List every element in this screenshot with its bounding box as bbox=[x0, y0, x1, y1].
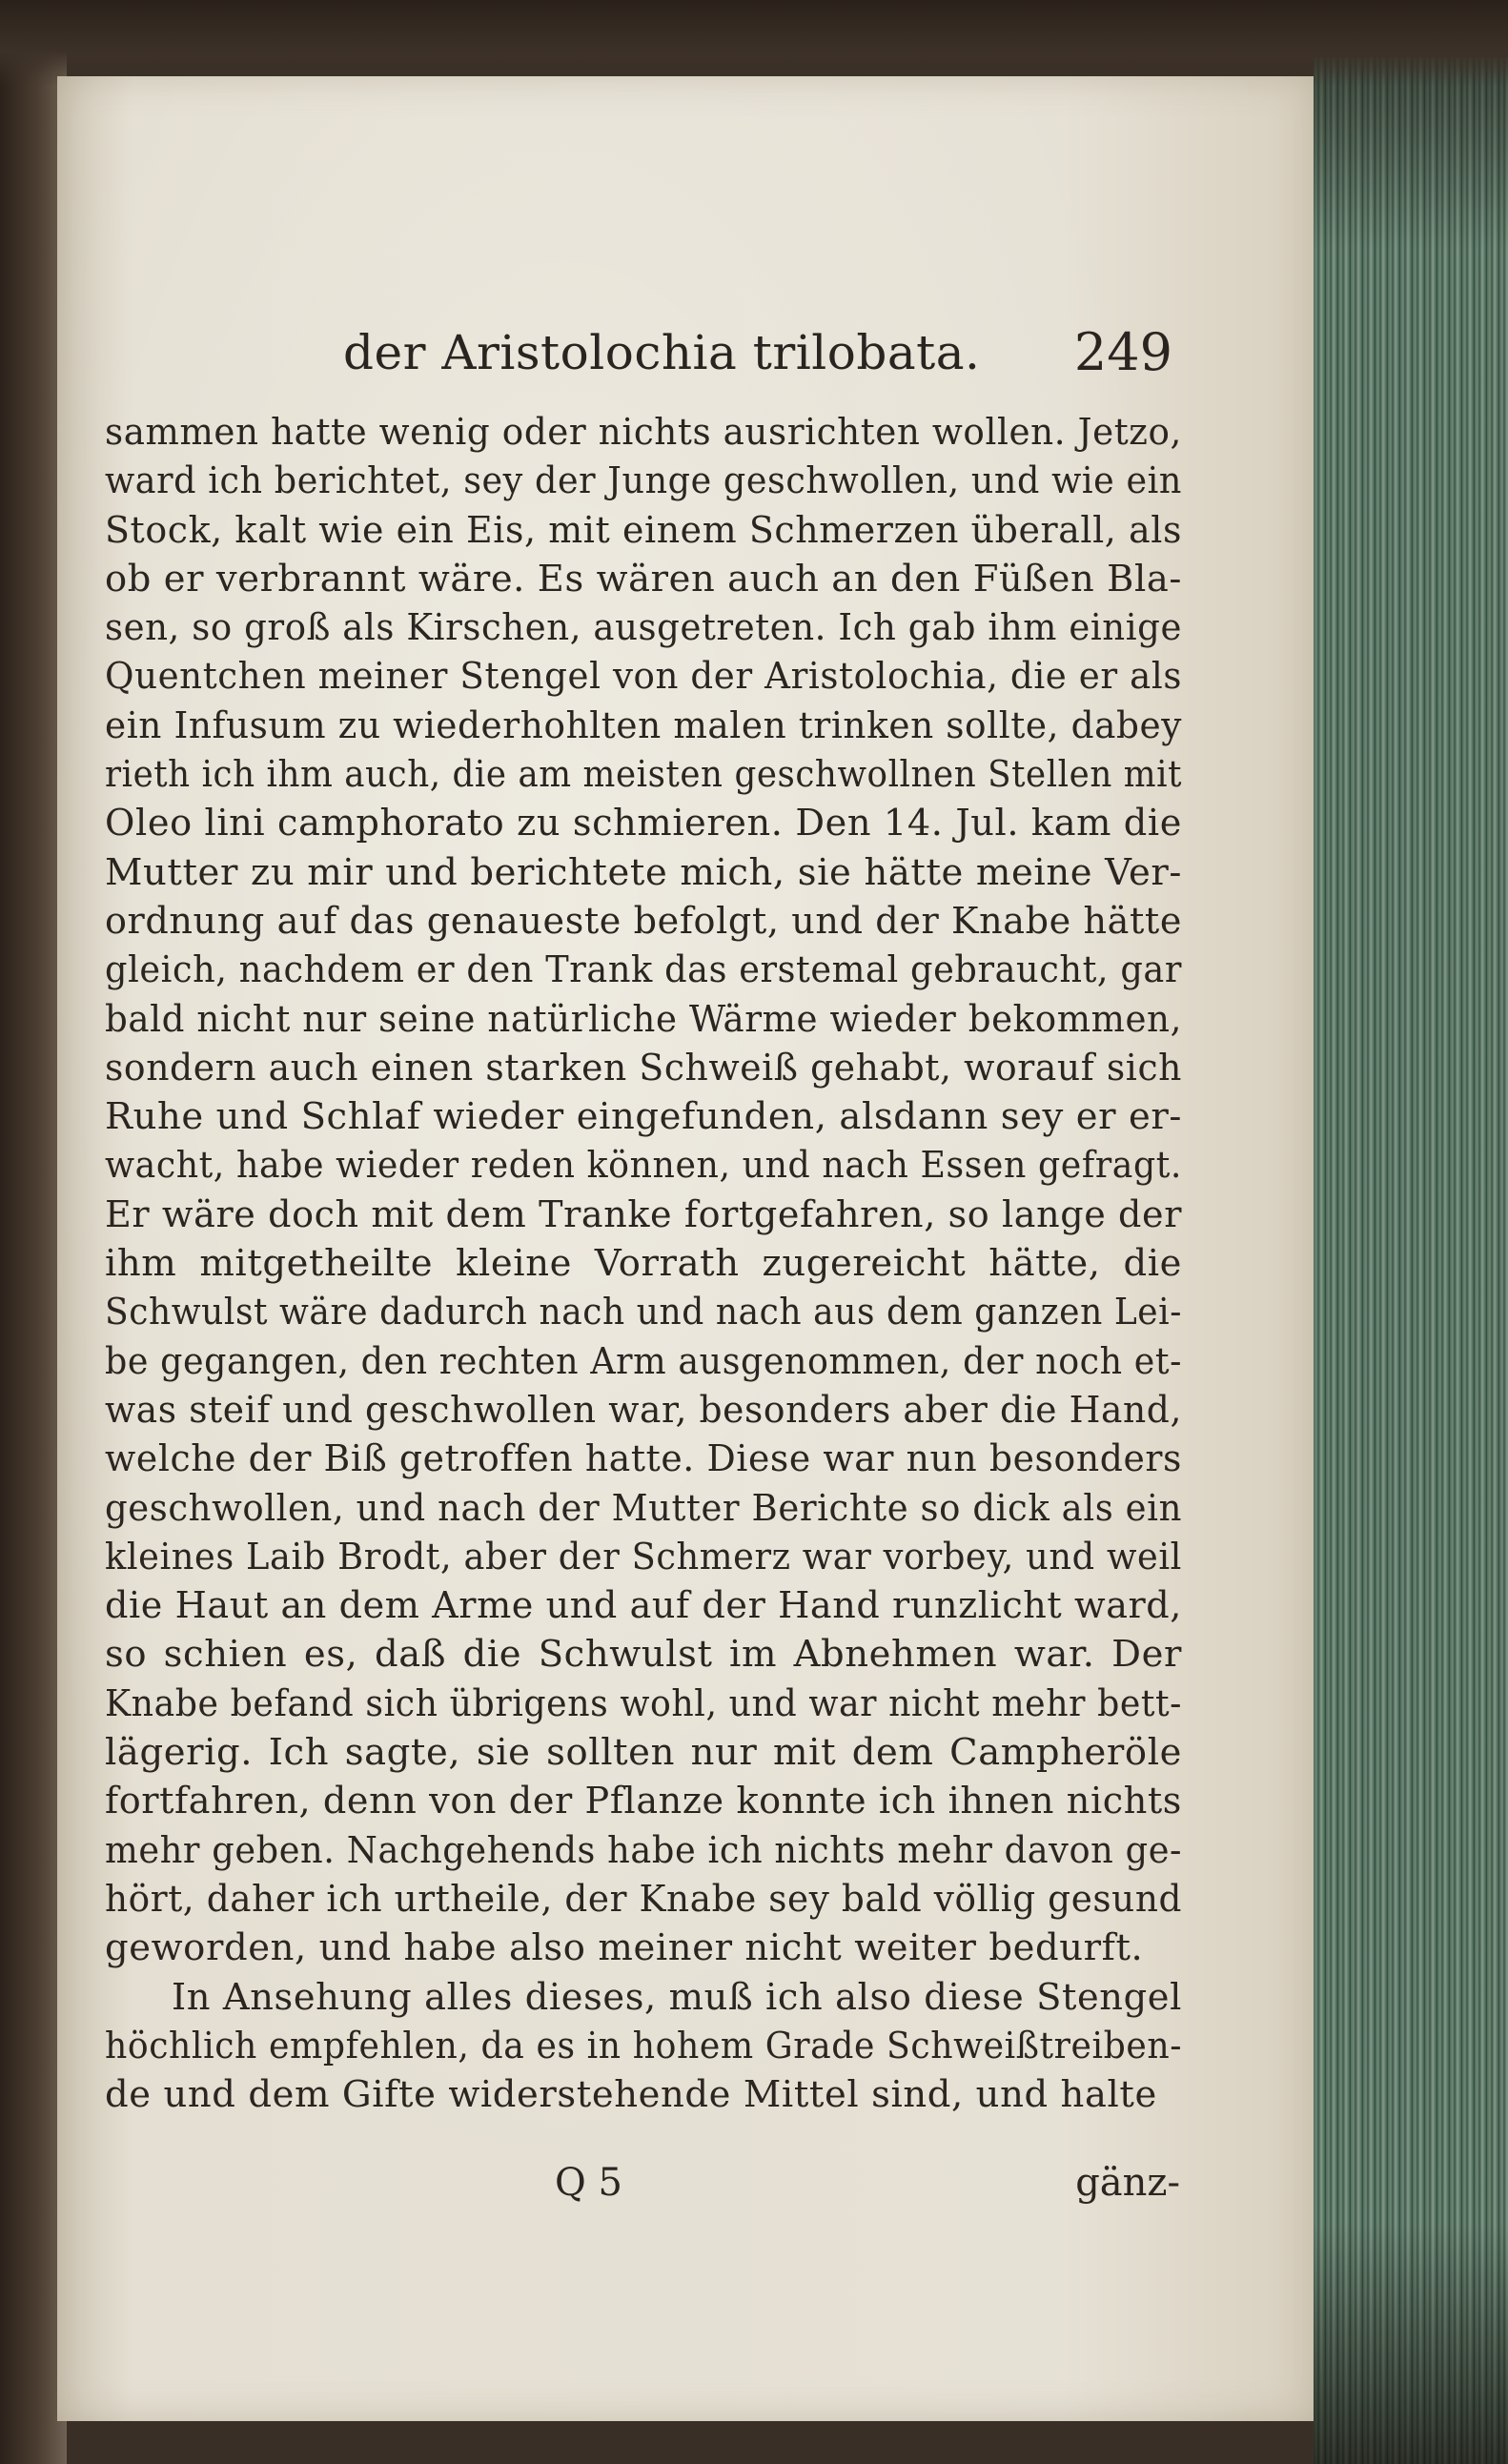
text-line: sondern auch einen starken Schweiß gehabt, worauf sich bbox=[105, 1046, 1182, 1089]
text-line: Er wäre doch mit dem Tranke fortgefahren, so lange der bbox=[105, 1192, 1182, 1236]
text-line: Ruhe und Schlaf wieder eingefunden, alsdann sey er er- bbox=[105, 1095, 1182, 1139]
text-line: kleines Laib Brodt, aber der Schmerz war vorbey, und weil bbox=[105, 1535, 1182, 1578]
text-line: ordnung auf das genaueste befolgt, und der Knabe hätte bbox=[105, 899, 1182, 943]
text-line: Mutter zu mir und berichtete mich, sie hätte meine Ver- bbox=[105, 850, 1182, 894]
text-line: mehr geben. Nachgehends habe ich nichts mehr davon ge- bbox=[105, 1828, 1182, 1872]
text-line: bald nicht nur seine natürliche Wärme wieder bekommen, bbox=[105, 997, 1182, 1041]
running-title: der Aristolochia trilobata. bbox=[343, 325, 981, 380]
text-line: rieth ich ihm auch, die am meisten geschwollnen Stellen mit bbox=[105, 753, 1182, 797]
text-line: ward ich berichtet, sey der Junge geschwollen, und wie ein bbox=[105, 459, 1182, 503]
body-text bbox=[105, 408, 1182, 2119]
signature-mark: Q 5 bbox=[555, 2161, 622, 2205]
text-line: ihm mitgetheilte kleine Vorrath zugereicht hätte, die bbox=[105, 1242, 1182, 1286]
page-stack-fore-edge bbox=[1314, 57, 1508, 2464]
catchword: gänz- bbox=[1075, 2161, 1180, 2205]
page-number: 249 bbox=[1073, 322, 1172, 382]
text-line: was steif und geschwollen war, besonders aber die Hand, bbox=[105, 1388, 1182, 1432]
text-line: lägerig. Ich sagte, sie sollten nur mit dem Campheröle bbox=[105, 1731, 1182, 1775]
text-line: sammen hatte wenig oder nichts ausrichten wollen. Jetzo, bbox=[105, 411, 1182, 454]
text-line: In Ansehung alles dieses, muß ich also diese Stengel bbox=[172, 1975, 1182, 2019]
text-line: wacht, habe wieder reden können, und nach Essen gefragt. bbox=[105, 1144, 1182, 1188]
text-line: gleich, nachdem er den Trank das erstemal gebraucht, gar bbox=[105, 948, 1182, 992]
text-line: Stock, kalt wie ein Eis, mit einem Schmerzen überall, als bbox=[105, 508, 1182, 552]
text-line: Quentchen meiner Stengel von der Aristolochia, die er als bbox=[105, 655, 1182, 699]
text-line: ob er verbrannt wäre. Es wären auch an den Füßen Bla- bbox=[105, 557, 1182, 601]
text-line: Knabe befand sich übrigens wohl, und war nicht mehr bett- bbox=[105, 1681, 1182, 1725]
text-line: de und dem Gifte widerstehende Mittel sind, und halte bbox=[105, 2073, 1157, 2117]
text-line: welche der Biß getroffen hatte. Diese war nun besonders bbox=[105, 1437, 1182, 1481]
text-line: be gegangen, den rechten Arm ausgenommen, der noch et- bbox=[105, 1339, 1182, 1383]
text-line: hört, daher ich urtheile, der Knabe sey bald völlig gesund bbox=[105, 1877, 1182, 1921]
text-line: fortfahren, denn von der Pflanze konnte ich ihnen nichts bbox=[105, 1780, 1182, 1823]
page-footer bbox=[57, 2154, 1314, 2211]
text-line: die Haut an dem Arme und auf der Hand runzlicht ward, bbox=[105, 1584, 1182, 1628]
text-line: ein Infusum zu wiederhohlten malen trinken sollte, dabey bbox=[105, 703, 1182, 747]
text-line: sen, so groß als Kirschen, ausgetreten. Ich gab ihm einige bbox=[105, 606, 1182, 650]
text-line: Oleo lini camphorato zu schmieren. Den 14. Jul. kam die bbox=[105, 802, 1182, 845]
text-line: höchlich empfehlen, da es in hohem Grade Schweißtreiben- bbox=[105, 2024, 1182, 2067]
text-line: geworden, und habe also meiner nicht weiter bedurft. bbox=[105, 1926, 1144, 1970]
book-page bbox=[57, 76, 1314, 2421]
text-line: geschwollen, und nach der Mutter Berichte so dick als ein bbox=[105, 1486, 1182, 1530]
top-shadow bbox=[0, 0, 1508, 86]
text-line: so schien es, daß die Schwulst im Abnehmen war. Der bbox=[105, 1633, 1182, 1677]
page-header bbox=[57, 319, 1314, 386]
text-line: Schwulst wäre dadurch nach und nach aus dem ganzen Lei- bbox=[105, 1291, 1182, 1334]
